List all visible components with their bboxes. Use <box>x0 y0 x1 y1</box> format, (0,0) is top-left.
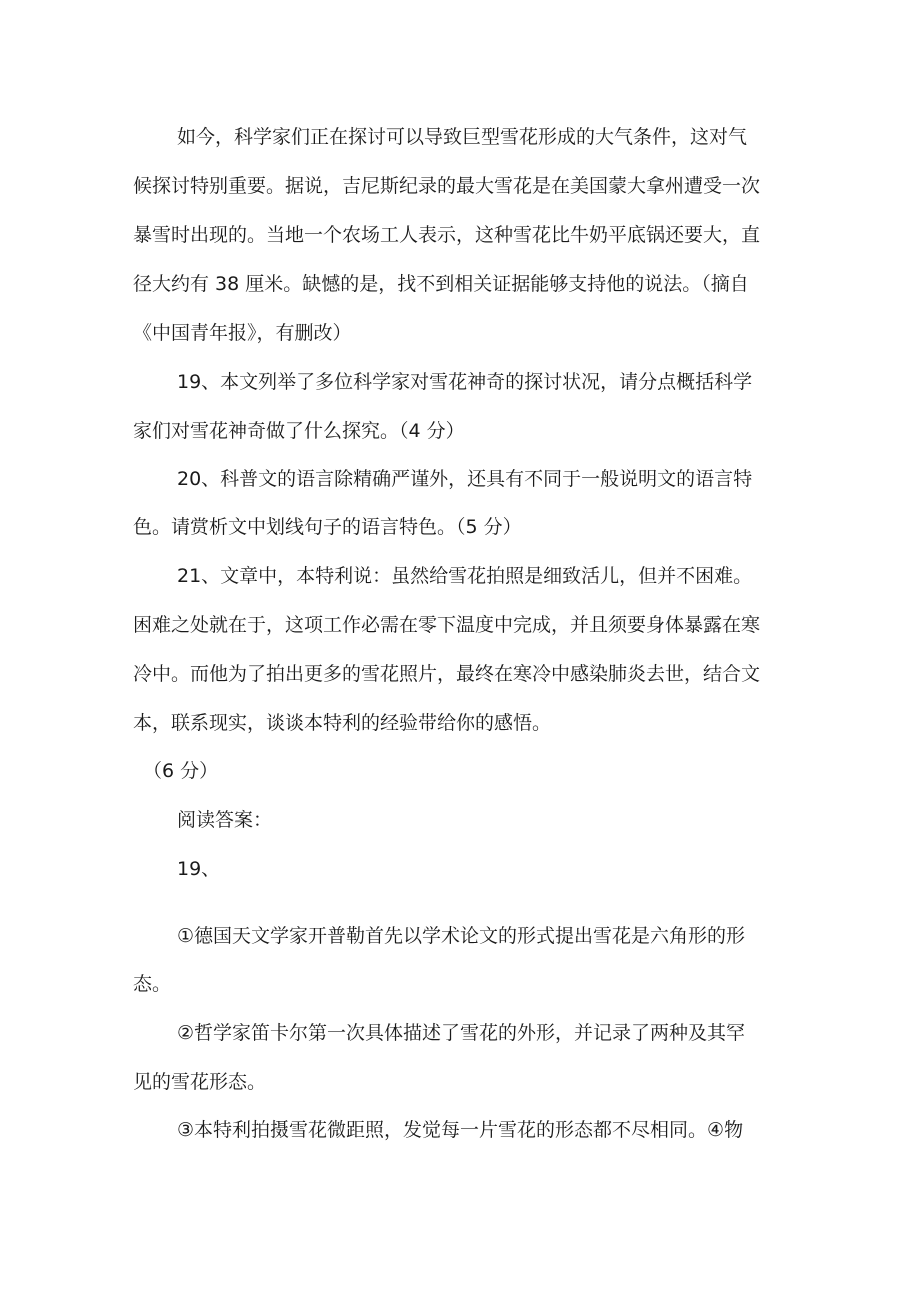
question-19: 19、本文列举了多位科学家对雪花神奇的探讨状况，请分点概括科学 <box>177 371 753 393</box>
answer-19-label: 19、 <box>177 858 221 880</box>
answer-item-1: ①德国天文学家开普勒首先以学术论文的形式提出雪花是六角形的形 <box>177 925 746 947</box>
text-line: 径大约有 38 厘米。缺憾的是，找不到相关证据能够支持他的说法。（摘自 <box>133 273 749 295</box>
question-21: 21、文章中，本特利说：虽然给雪花拍照是细致活儿，但并不困难。 <box>177 565 753 587</box>
text-line: 候探讨特别重要。据说，吉尼斯纪录的最大雪花是在美国蒙大拿州遭受一次 <box>133 175 761 197</box>
text-line: 冷中。而他为了拍出更多的雪花照片，最终在寒冷中感染肺炎去世，结合文 <box>133 663 761 685</box>
answer-item-3: ③本特利拍摄雪花微距照，发觉每一片雪花的形态都不尽相同。④物 <box>177 1119 744 1141</box>
text-line: 色。请赏析文中划线句子的语言特色。（5 分） <box>133 516 522 538</box>
answer-item-2: ②哲学家笛卡尔第一次具体描述了雪花的外形，并记录了两种及其罕 <box>177 1022 746 1044</box>
text-line: 如今，科学家们正在探讨可以导致巨型雪花形成的大气条件，这对气 <box>177 126 748 148</box>
text-line: 暴雪时出现的。当地一个农场工人表示，这种雪花比牛奶平底锅还要大，直 <box>133 224 761 246</box>
text-line: 《中国青年报》，有删改） <box>133 322 352 344</box>
text-line: 本，联系现实，谈谈本特利的经验带给你的感悟。 <box>133 712 552 734</box>
answer-heading: 阅读答案： <box>177 809 273 831</box>
text-line: 态。 <box>133 973 172 995</box>
points-label: （6 分） <box>143 760 219 782</box>
text-line: 家们对雪花神奇做了什么探究。（4 分） <box>133 420 465 442</box>
text-line: 见的雪花形态。 <box>133 1071 267 1093</box>
question-20: 20、科普文的语言除精确严谨外，还具有不同于一般说明文的语言特 <box>177 468 753 490</box>
text-line: 困难之处就在于，这项工作必需在零下温度中完成，并且须要身体暴露在寒 <box>133 614 761 636</box>
